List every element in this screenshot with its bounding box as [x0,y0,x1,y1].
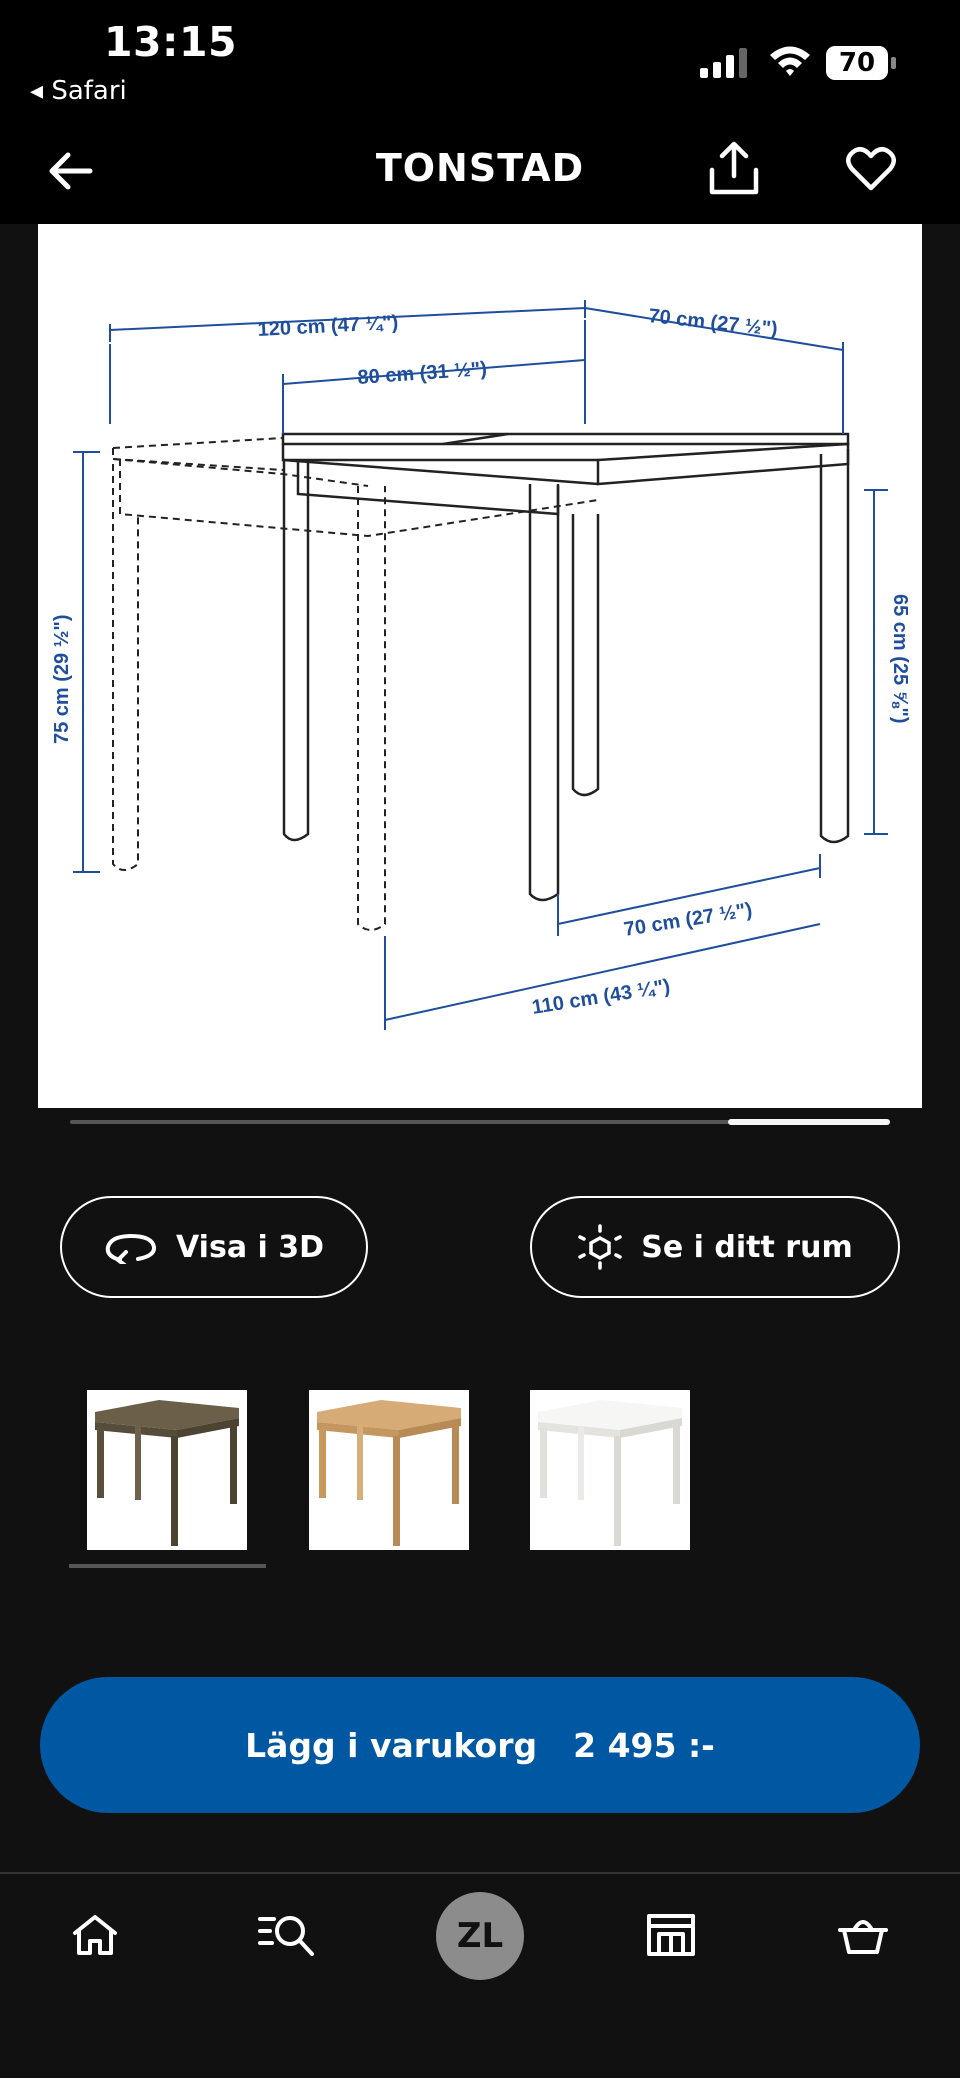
view-3d-label: Visa i 3D [175,1229,325,1265]
back-arrow-icon[interactable] [46,147,94,195]
heart-icon[interactable] [846,146,896,192]
basket-icon [837,1912,889,1958]
view-in-room-button[interactable] [530,1196,900,1298]
tab-home[interactable] [60,1900,130,1970]
selected-variant-indicator [69,1564,266,1568]
view-3d-button[interactable] [60,1196,368,1298]
wifi-icon [768,44,812,78]
carousel-scrollbar-thumb[interactable] [728,1119,890,1125]
dimension-label: 70 cm (27 ½") [647,305,779,341]
dimension-label: 110 cm (43 ¼") [530,975,672,1019]
variant-thumbnail[interactable] [530,1390,690,1550]
table-variant-image [309,1390,469,1550]
clock: 13:15 [104,18,238,66]
cellular-signal-icon [700,46,750,78]
store-icon [646,1913,696,1957]
dimension-label: 80 cm (31 ½") [356,358,488,389]
tab-bar-divider [0,1872,960,1874]
table-dimension-drawing [38,224,922,1108]
tab-search[interactable] [252,1900,322,1970]
tab-profile-avatar[interactable]: ZL [436,1892,524,1980]
share-icon[interactable] [706,140,762,198]
back-to-safari-link[interactable]: ◂ Safari [30,76,127,106]
product-image[interactable] [38,224,922,1108]
table-variant-image [530,1390,690,1550]
augmented-reality-icon [577,1224,623,1270]
table-variant-image [87,1390,247,1550]
rotate-3d-icon [104,1230,158,1264]
variant-thumbnail[interactable] [87,1390,247,1550]
dimension-label: 75 cm (29 ½") [51,614,73,744]
dimension-label: 120 cm (47 ¼") [257,311,399,341]
battery-level: 70 [838,48,876,78]
add-to-cart-button[interactable] [40,1677,920,1813]
dimension-label: 70 cm (27 ½") [622,898,754,941]
dimension-label: 65 cm (25 ⅝") [889,594,911,724]
tab-store[interactable] [636,1900,706,1970]
variant-thumbnail[interactable] [309,1390,469,1550]
view-in-room-label: Se i ditt rum [641,1229,853,1265]
tab-basket[interactable] [828,1900,898,1970]
home-icon [71,1913,119,1957]
page-title: TONSTAD [375,146,585,190]
price: 2 495 :- [573,1725,715,1765]
add-to-cart-label: Lägg i varukorg [245,1725,538,1765]
search-icon [258,1911,316,1959]
